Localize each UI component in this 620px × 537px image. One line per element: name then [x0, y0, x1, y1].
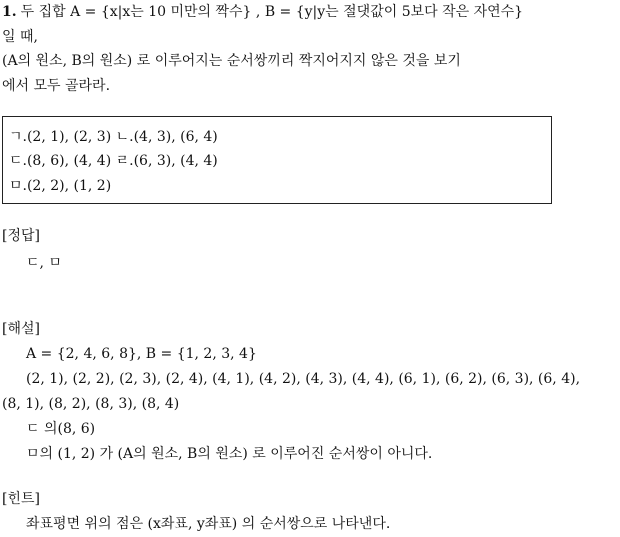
choice-row-1: ㄱ.(2, 1), (2, 3) ㄴ.(4, 3), (6, 4)	[9, 129, 218, 145]
answer-text: ㄷ, ㅁ	[26, 255, 62, 271]
hint-text: 좌표평면 위의 점은 (x좌표, y좌표) 의 순서쌍으로 나타낸다.	[26, 516, 391, 532]
question-line-1	[2, 2, 523, 22]
question-line-4: 에서 모두 골라라.	[2, 78, 111, 94]
choices-box	[2, 116, 552, 204]
choice-row-2: ㄷ.(8, 6), (4, 4) ㄹ.(6, 3), (4, 4)	[9, 153, 218, 169]
explanation-heading: [해설]	[2, 321, 40, 337]
question-line-3: (A의 원소, B의 원소) 로 이루어지는 순서쌍끼리 짝지어지지 않은 것을 보기	[2, 53, 461, 69]
explanation-line-5: ㅁ의 (1, 2) 가 (A의 원소, B의 원소) 로 이루어진 순서쌍이 아니다.	[26, 446, 433, 462]
question-line-2: 일 때,	[2, 29, 38, 45]
explanation-line-1: A = {2, 4, 6, 8}, B = {1, 2, 3, 4}	[26, 346, 257, 362]
choice-row-3: ㅁ.(2, 2), (1, 2)	[9, 178, 112, 194]
explanation-line-2: (2, 1), (2, 2), (2, 3), (2, 4), (4, 1), (4, 2), (4, 3), (4, 4), (6, 1), (6, 2), (6, 3), (6, 4),	[26, 371, 581, 387]
question-number: 1.	[2, 4, 17, 20]
explanation-line-4: ㄷ 의(8, 6)	[26, 421, 96, 437]
question-text-1: 두 집합 A = {x|x는 10 미만의 짝수} , B = {y|y는 절댓값이 5보다 작은 자연수}	[20, 4, 524, 20]
explanation-line-3: (8, 1), (8, 2), (8, 3), (8, 4)	[2, 396, 180, 412]
answer-heading: [정답]	[2, 228, 40, 244]
hint-heading: [힌트]	[2, 491, 40, 507]
